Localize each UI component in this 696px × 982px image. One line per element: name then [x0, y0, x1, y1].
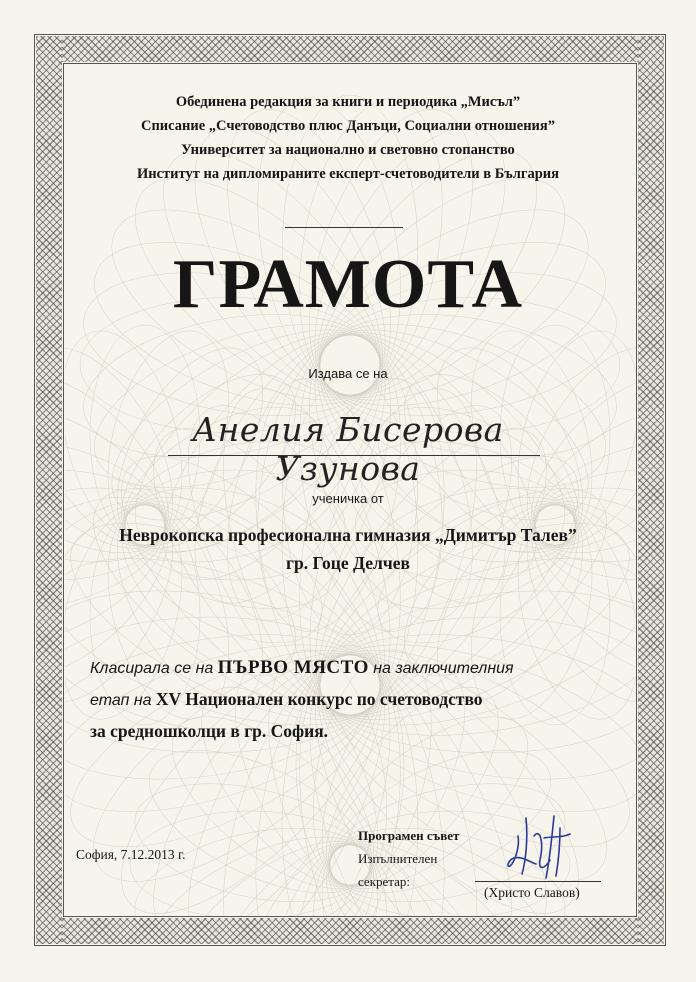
recipient-name: Анелия Бисерова Узунова	[192, 410, 504, 488]
signature-image	[500, 808, 590, 888]
issuer-line: Институт на дипломираните експерт-счетоводители в България	[136, 166, 559, 182]
student-label: ученичка от	[312, 491, 384, 506]
award-place: ПЪРВО МЯСТО	[217, 657, 369, 678]
competition-location: за средношколци в гр. София.	[90, 721, 329, 741]
award-text-part: Класирала се на	[90, 660, 214, 677]
award-text	[90, 652, 626, 746]
signature-line	[475, 881, 601, 882]
certificate-title: ГРАМОТА	[172, 246, 524, 323]
issuer-line: Обединена редакция за книги и периодика „Мисъл”	[175, 94, 521, 110]
board-block	[358, 824, 459, 893]
name-underline	[168, 455, 540, 456]
place-date: София, 7.12.2013 г.	[76, 847, 186, 862]
award-text-part: на заключителния	[373, 660, 514, 677]
signer-name: (Христо Славов)	[484, 885, 580, 900]
issued-to-label: Издава се на	[308, 366, 388, 381]
issuer-line: Университет за национално и световно стопанство	[181, 142, 515, 158]
board-role: Изпълнителен	[358, 851, 438, 866]
issuers-block	[70, 90, 626, 186]
school-block	[70, 521, 626, 577]
board-role: секретар:	[358, 874, 411, 889]
school-town: гр. Гоце Делчев	[286, 553, 410, 573]
school-name: Неврокопска професионална гимназия „Димитър Талев”	[119, 525, 577, 545]
title-rule	[285, 227, 403, 228]
issuer-line: Списание „Счетоводство плюс Данъци, Социални отношения”	[140, 118, 555, 134]
competition-name: XV Национален конкурс по счетоводство	[155, 689, 483, 709]
award-text-part: етап на	[90, 692, 152, 709]
board-title: Програмен съвет	[358, 828, 460, 843]
